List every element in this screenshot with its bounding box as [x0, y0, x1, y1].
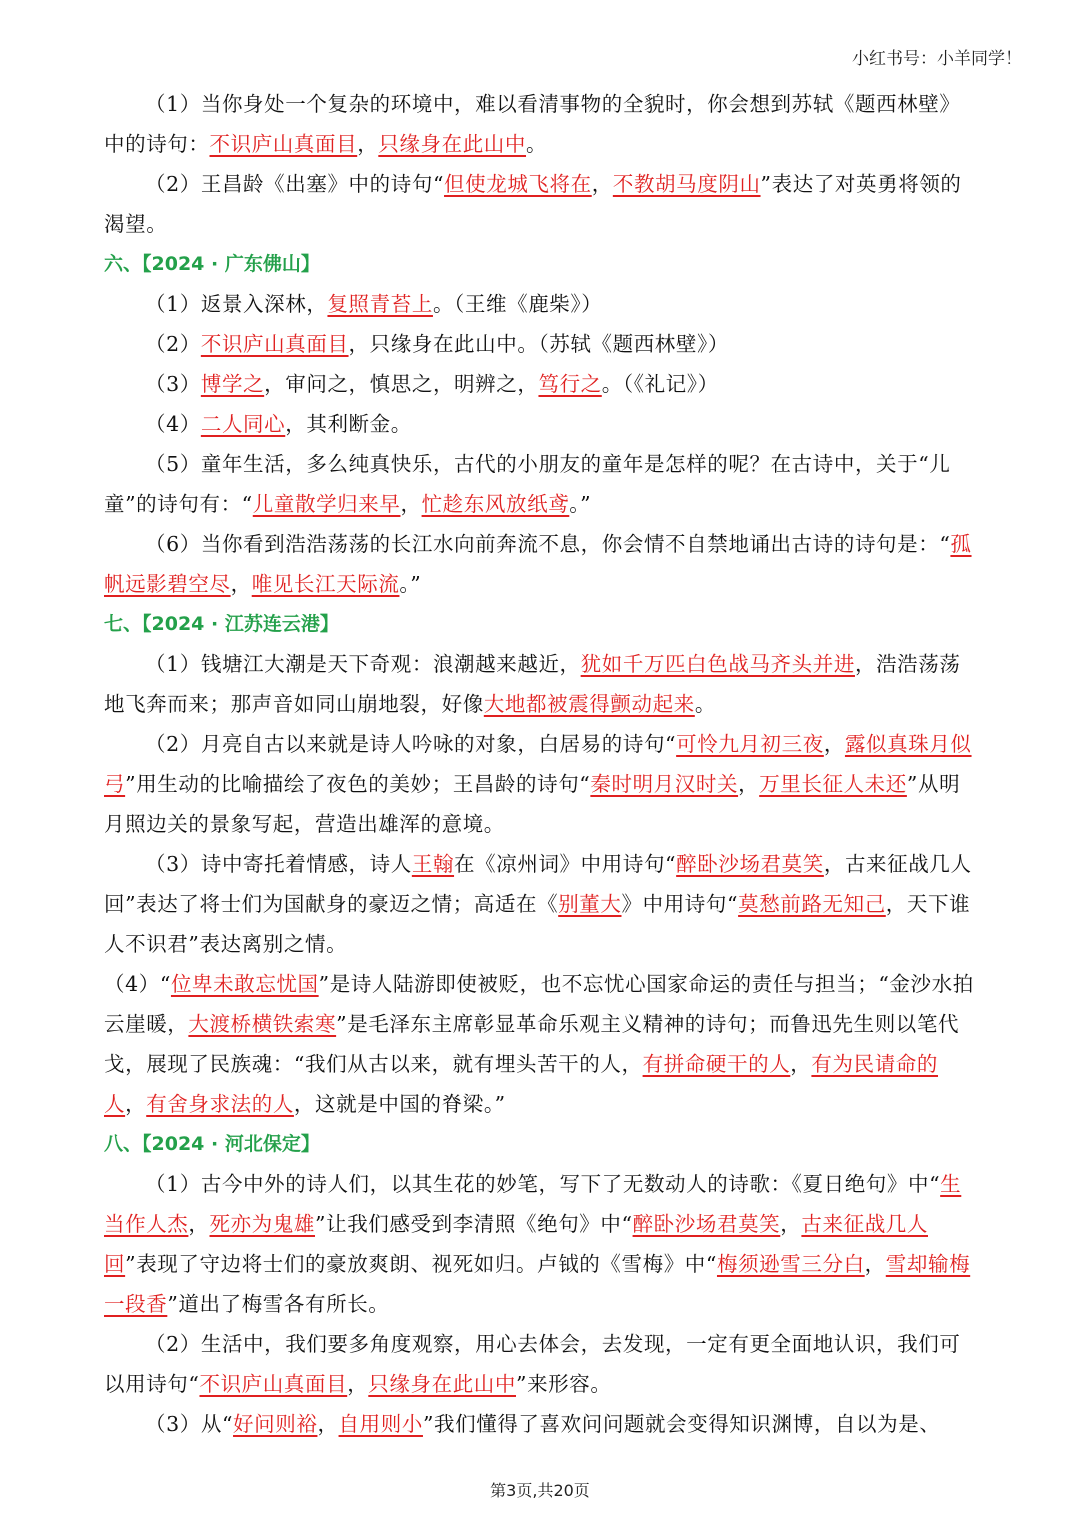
answer-text: 王翰 — [411, 852, 455, 876]
section-heading: 八、【2024 · 河北保定】 — [104, 1133, 320, 1155]
question-paragraph: （2）月亮自古以来就是诗人吟咏的对象，白居易的诗句“可怜九月初三夜，露似真珠月似弓”用生动的比喻描绘了夜色的美妙；王昌龄的诗句“秦时明月汉时关，万里长征人未还”从明月照边关的景象写起，营造出雄浑的意境。 — [104, 732, 972, 836]
answer-text: 莫愁前路无知己 — [738, 892, 886, 916]
question-paragraph: （1）古今中外的诗人们，以其生花的妙笔，写下了无数动人的诗歌：《夏日绝句》中“生当作人杰，死亦为鬼雄”让我们感受到李清照《绝句》中“醉卧沙场君莫笑，古来征战几人回”表现了守边将士们的豪放爽朗、视死如归。卢钺的《雪梅》中“梅须逊雪三分白，雪却输梅一段香”道出了梅雪各有所长。 — [104, 1172, 971, 1316]
answer-text: 儿童散学归来早 — [252, 492, 401, 516]
answer-text: 可怜九月初三夜 — [676, 732, 824, 756]
question-paragraph: （4）二人同心，其利断金。 — [145, 412, 412, 436]
page-footer: 第3页,共20页 — [490, 1481, 590, 1500]
answer-text: 笃行之 — [538, 372, 602, 396]
question-paragraph: （1）钱塘江大潮是天下奇观：浪潮越来越近，犹如千万匹白色战马齐头并进，浩浩荡荡地飞奔而来；那声音如同山崩地裂，好像大地都被震得颤动起来。 — [104, 652, 961, 716]
answer-text: 只缘身在此山中 — [378, 132, 527, 156]
question-paragraph: （5）童年生活，多么纯真快乐，古代的小朋友的童年是怎样的呢？在古诗中，关于“儿童”的诗句有：“儿童散学归来早，忙趁东风放纸鸢。” — [104, 452, 951, 516]
answer-text: 二人同心 — [200, 412, 286, 436]
question-paragraph: （3）诗中寄托着情感，诗人王翰在《凉州词》中用诗句“醉卧沙场君莫笑，古来征战几人回”表达了将士们为国献身的豪迈之情；高适在《别董大》中用诗句“莫愁前路无知己，天下谁人不识君”表达离别之情。 — [104, 852, 972, 956]
answer-text: 有舍身求法的人 — [146, 1092, 294, 1116]
answer-text: 自用则小 — [338, 1412, 423, 1436]
answer-text: 位卑未敢忘忧国 — [170, 972, 319, 996]
answer-text: 唯见长江天际流 — [251, 572, 400, 596]
answer-text: 博学之 — [200, 372, 265, 396]
question-paragraph: （2）不识庐山真面目，只缘身在此山中。（苏轼《题西林壁》） — [145, 332, 729, 356]
answer-text: 醉卧沙场君莫笑 — [676, 852, 824, 876]
answer-text: 万里长征人未还 — [759, 772, 907, 796]
section-heading: 七、【2024 · 江苏连云港】 — [104, 613, 339, 635]
answer-text: 忙趁东风放纸鸢 — [421, 492, 570, 516]
document-body — [104, 84, 980, 1444]
answer-text: 大地都被震得颤动起来 — [483, 692, 695, 716]
answer-text: 大渡桥横铁索寒 — [188, 1012, 337, 1036]
question-paragraph: （6）当你看到浩浩荡荡的长江水向前奔流不息，你会情不自禁地诵出古诗的诗句是：“孤帆远影碧空尽，唯见长江天际流。” — [104, 532, 972, 596]
answer-text: 露似真珠月似弓 — [104, 732, 972, 796]
question-paragraph: （3）从“好问则裕，自用则小”我们懂得了喜欢问问题就会变得知识渊博，自以为是、 — [145, 1412, 941, 1436]
answer-text: 不识庐山真面目 — [199, 1372, 348, 1396]
answer-text: 有为民请命的人 — [104, 1052, 939, 1116]
answer-text: 醉卧沙场君莫笑 — [632, 1212, 781, 1236]
answer-text: 孤帆远影碧空尽 — [104, 532, 972, 596]
answer-text: 别董大 — [558, 892, 622, 916]
answer-text: 死亦为鬼雄 — [209, 1212, 316, 1236]
question-paragraph: （3）博学之，审问之，慎思之，明辨之，笃行之。（《礼记》） — [145, 372, 719, 396]
answer-text: 犹如千万匹白色战马齐头并进 — [580, 652, 855, 676]
answer-text: 梅须逊雪三分白 — [716, 1252, 865, 1276]
answer-text: 不教胡马度阴山 — [612, 172, 761, 196]
question-paragraph: （1）返景入深林，复照青苔上。（王维《鹿柴》） — [145, 292, 603, 316]
answer-text: 生当作人杰 — [104, 1172, 962, 1236]
answer-text: 复照青苔上 — [327, 292, 433, 316]
section-heading: 六、【2024 · 广东佛山】 — [104, 253, 320, 275]
question-paragraph: （1）当你身处一个复杂的环境中，难以看清事物的全貌时，你会想到苏轼《题西林壁》中的诗句：不识庐山真面目，只缘身在此山中。 — [104, 92, 961, 156]
watermark: 小红书号：小羊同学！ — [852, 49, 1022, 69]
question-paragraph: （2）生活中，我们要多角度观察，用心去体会，去发现，一定有更全面地认识，我们可以用诗句“不识庐山真面目，只缘身在此山中”来形容。 — [104, 1332, 961, 1396]
answer-text: 只缘身在此山中 — [368, 1372, 516, 1396]
answer-text: 古来征战几人回 — [104, 1212, 928, 1276]
question-paragraph: （2）王昌龄《出塞》中的诗句“但使龙城飞将在，不教胡马度阴山”表达了对英勇将领的渴望。 — [104, 172, 962, 236]
answer-text: 秦时明月汉时关 — [590, 772, 739, 796]
question-paragraph: （4）“位卑未敢忘忧国”是诗人陆游即使被贬，也不忘忧心国家命运的责任与担当；“金沙水拍云崖暖，大渡桥横铁索寒”是毛泽东主席彰显革命乐观主义精神的诗句；而鲁迅先生则以笔代戈，展现了民族魂：“我们从古以来，就有埋头苦干的人，有拼命硬干的人，有为民请命的人，有舍身求法的人，这就是中国的脊梁。” — [104, 972, 974, 1116]
answer-text: 有拼命硬干的人 — [642, 1052, 791, 1076]
answer-text: 雪却输梅一段香 — [104, 1252, 971, 1316]
answer-text: 但使龙城飞将在 — [444, 172, 592, 196]
answer-text: 不识庐山真面目 — [209, 132, 358, 156]
answer-text: 好问则裕 — [233, 1412, 318, 1436]
answer-text: 不识庐山真面目 — [200, 332, 349, 356]
